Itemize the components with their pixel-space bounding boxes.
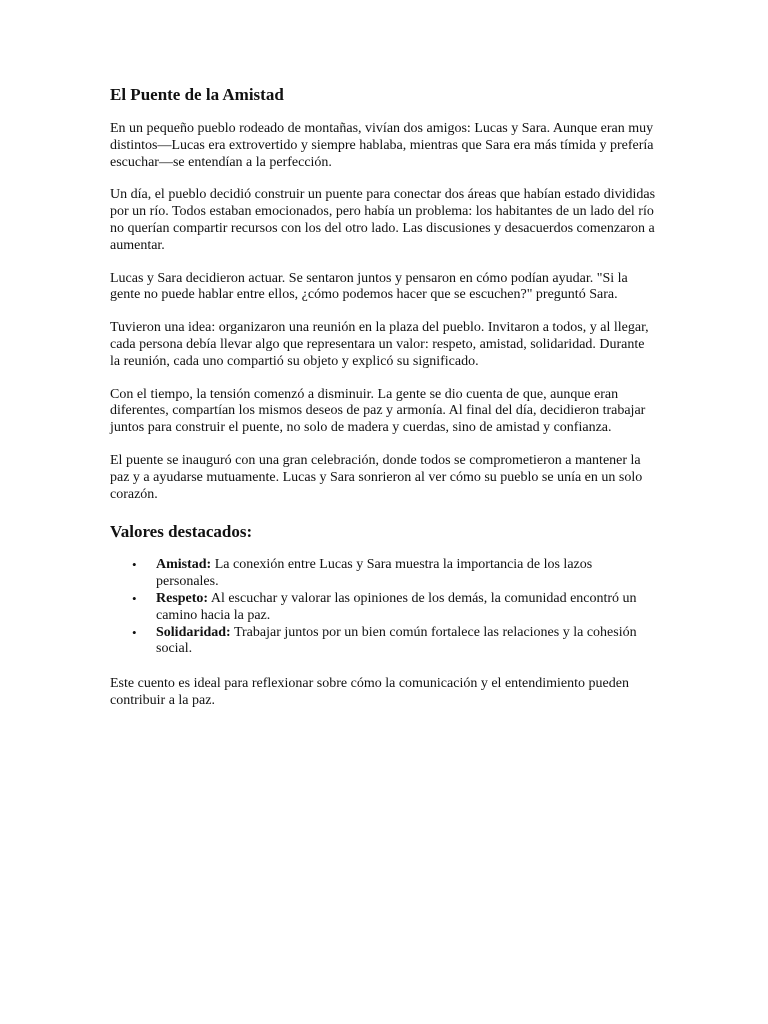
value-term: Solidaridad: (156, 624, 231, 640)
document-title: El Puente de la Amistad (110, 85, 284, 104)
list-item (132, 590, 658, 625)
paragraph-2: Un día, el pueblo decidió construir un puente para conectar dos áreas que habían estado divididas por un río. Todos estaban emocionados, pero había un problema: los habitantes de un lado del río no querían compartir recursos con los del otro lado. Las discusiones y desacuerdos comenzaron a aumentar. (110, 187, 656, 253)
value-description: Al escuchar y valorar las opiniones de los demás, la comunidad encontró un camino hacia la paz. (156, 590, 637, 623)
values-list (110, 557, 658, 658)
bullet-icon: • (132, 590, 137, 606)
value-description: Trabajar juntos por un bien común fortalece las relaciones y la cohesión social. (156, 624, 637, 657)
value-term: Amistad: (156, 557, 212, 573)
paragraph-4: Tuvieron una idea: organizaron una reunión en la plaza del pueblo. Invitaron a todos, y al llegar, cada persona debía llevar algo que representara un valor: respeto, amistad, solidaridad. Durante la reunión, cada uno compartió su objeto y explicó su significado. (110, 320, 649, 369)
value-term: Respeto: (156, 590, 209, 606)
document-page (110, 84, 658, 726)
values-heading: Valores destacados: (110, 522, 253, 542)
list-item (132, 557, 658, 591)
value-description: La conexión entre Lucas y Sara muestra la importancia de los lazos personales. (156, 557, 593, 590)
paragraph-6: El puente se inauguró con una gran celebración, donde todos se comprometieron a mantener la paz y a ayudarse mutuamente. Lucas y Sara sonrieron al ver cómo su pueblo se unía en un solo corazón. (110, 452, 643, 502)
bullet-icon: • (132, 557, 137, 573)
bullet-icon: • (132, 624, 137, 640)
closing-paragraph: Este cuento es ideal para reflexionar sobre cómo la comunicación y el entendimiento pueden contribuir a la paz. (110, 676, 629, 708)
paragraph-3: Lucas y Sara decidieron actuar. Se sentaron juntos y pensaron en cómo podían ayudar. "Si la gente no puede hablar entre ellos, ¿cómo podemos hacer que se escuchen?" preguntó Sara. (110, 270, 628, 303)
list-item (132, 624, 658, 659)
paragraph-5: Con el tiempo, la tensión comenzó a disminuir. La gente se dio cuenta de que, aunque eran diferentes, compartían los mismos deseos de paz y armonía. Al final del día, decidieron trabajar juntos para construir el puente, no solo de madera y cuerdas, sino de amistad y confianza. (110, 386, 646, 436)
paragraph-1: En un pequeño pueblo rodeado de montañas, vivían dos amigos: Lucas y Sara. Aunque eran muy distintos—Lucas era extrovertido y siempre hablaba, mientras que Sara era más tímida y prefería escuchar—se entendían a la perfección. (110, 121, 654, 170)
